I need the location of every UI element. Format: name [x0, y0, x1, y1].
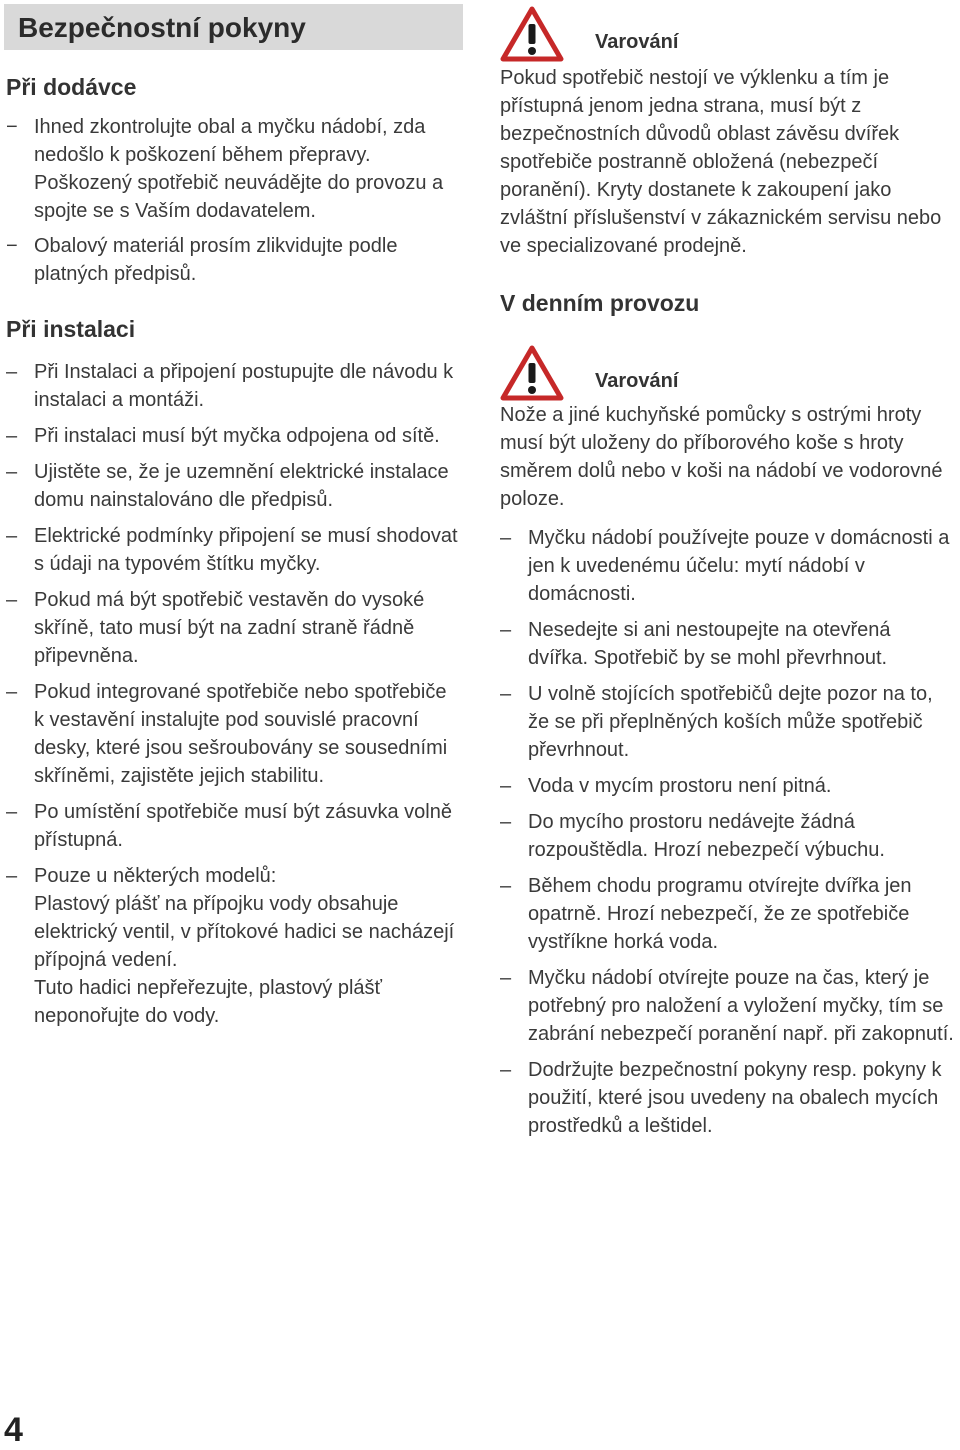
- dash-bullet: –: [500, 683, 512, 705]
- list-item: [6, 522, 461, 578]
- list-item-text: Po umístění spotřebiče musí být zásuvka volně přístupná.: [34, 801, 452, 851]
- list-item-text: Pouze u některých modelů: Plastový plášť na přípojku vody obsahuje elektrický ventil, v přítokové hadici se nacházejí přípojná vedení. Tuto hadici nepřeřezujte, plastový plášť neponořujte do vody.: [34, 865, 455, 1027]
- list-item: [500, 524, 956, 608]
- list-item-text: Obalový materiál prosím zlikvidujte podle platných předpisů.: [34, 235, 398, 285]
- warning-text: Nože a jiné kuchyňské pomůcky s ostrými hroty musí být uloženy do příborového koše s hroty směrem dolů nebo v koši na nádobí ve vodorovné poloze.: [500, 404, 943, 510]
- list-item-text: Nesedejte si ani nestoupejte na otevřená dvířka. Spotřebič by se mohl převrhnout.: [528, 619, 891, 669]
- list-item-text: Voda v mycím prostoru není pitná.: [528, 775, 832, 797]
- dash-bullet: –: [6, 361, 18, 383]
- list-item: [500, 772, 956, 800]
- page-title-bar: [4, 4, 463, 50]
- dash-bullet: –: [500, 1059, 512, 1081]
- list-item-text: U volně stojících spotřebičů dejte pozor na to, že se při přeplněných koších může spotřebič převrhnout.: [528, 683, 933, 761]
- dash-bullet: –: [6, 681, 18, 703]
- list-item-text: Při instalaci musí být myčka odpojena od sítě.: [34, 425, 440, 447]
- list-item: [6, 422, 461, 450]
- dash-bullet: –: [500, 875, 512, 897]
- list-item: [6, 862, 461, 1030]
- left-column: [6, 72, 461, 1038]
- dash-bullet: –: [6, 865, 18, 887]
- list-item: [6, 798, 461, 854]
- list-item: [6, 586, 461, 670]
- installation-list: [6, 358, 461, 1030]
- list-item-text: Během chodu programu otvírejte dvířka jen opatrně. Hrozí nebezpečí, že ze spotřebiče vystříkne horká voda.: [528, 875, 912, 953]
- list-item: [500, 616, 956, 672]
- warning-header: [500, 6, 956, 64]
- dash-bullet: –: [6, 525, 18, 547]
- dash-bullet: −: [6, 235, 18, 257]
- dash-bullet: –: [500, 811, 512, 833]
- list-item: [6, 358, 461, 414]
- daily-list: [500, 524, 956, 1140]
- list-item: [500, 1056, 956, 1140]
- section-heading-daily: V denním provozu: [500, 290, 700, 316]
- list-item-text: Dodržujte bezpečnostní pokyny resp. pokyny k použití, které jsou uvedeny na obalech mycích prostředků a leštidel.: [528, 1059, 942, 1137]
- page-number: 4: [4, 1411, 23, 1449]
- list-item-text: Ujistěte se, že je uzemnění elektrické instalace domu nainstalováno dle předpisů.: [34, 461, 449, 511]
- warning-label: Varování: [595, 31, 679, 53]
- dash-bullet: –: [6, 461, 18, 483]
- list-item: [500, 808, 956, 864]
- list-item-text: Elektrické podmínky připojení se musí shodovat s údaji na typovém štítku myčky.: [34, 525, 458, 575]
- list-item-text: Pokud integrované spotřebiče nebo spotřebiče k vestavění instalujte pod souvislé pracovní desky, které jsou sešroubovány se sousedními skříněmi, zajistěte jejich stabilitu.: [34, 681, 448, 787]
- warning-text: Pokud spotřebič nestojí ve výklenku a tím je přístupná jenom jedna strana, musí být z bezpečnostních důvodů oblast závěsu dvířek spotřebiče postranně obložená (nebezpečí poranění). Kryty dostanete k zakoupení jako zvláštní příslušenství v zákaznickém servisu nebo ve specializované prodejně.: [500, 67, 942, 257]
- dash-bullet: –: [6, 425, 18, 447]
- list-item-text: Myčku nádobí používejte pouze v domácnosti a jen k uvedenému účelu: mytí nádobí v domácnosti.: [528, 527, 950, 605]
- list-item: [500, 964, 956, 1048]
- list-item: [6, 232, 461, 288]
- delivery-list: [6, 113, 461, 288]
- warning-triangle-icon: [500, 345, 564, 401]
- warning-triangle-icon: [500, 6, 564, 62]
- list-item-text: Do mycího prostoru nedávejte žádná rozpouštědla. Hrozí nebezpečí výbuchu.: [528, 811, 885, 861]
- list-item: [6, 113, 461, 225]
- dash-bullet: –: [500, 967, 512, 989]
- list-item: [500, 872, 956, 956]
- dash-bullet: –: [6, 589, 18, 611]
- dash-bullet: –: [6, 801, 18, 823]
- list-item: [500, 680, 956, 764]
- list-item-text: Pokud má být spotřebič vestavěn do vysoké skříně, tato musí být na zadní straně řádně připevněna.: [34, 589, 425, 667]
- dash-bullet: –: [500, 527, 512, 549]
- section-heading-installation: Při instalaci: [6, 316, 136, 342]
- dash-bullet: –: [500, 619, 512, 641]
- right-column: [500, 6, 956, 1148]
- dash-bullet: −: [6, 116, 18, 138]
- list-item: [6, 678, 461, 790]
- section-heading-delivery: Při dodávce: [6, 74, 137, 100]
- warning-label: Varování: [595, 370, 679, 392]
- list-item-text: Ihned zkontrolujte obal a myčku nádobí, zda nedošlo k poškození během přepravy. Poškozený spotřebič neuvádějte do provozu a spojte se s Vaším dodavatelem.: [34, 116, 444, 222]
- list-item-text: Při Instalaci a připojení postupujte dle návodu k instalaci a montáži.: [34, 361, 454, 411]
- list-item: [6, 458, 461, 514]
- page-title: Bezpečnostní pokyny: [18, 12, 306, 43]
- warning-header: [500, 345, 956, 403]
- list-item-text: Myčku nádobí otvírejte pouze na čas, který je potřebný pro naložení a vyložení myčky, tím se zabrání nebezpečí poranění např. při zakopnutí.: [528, 967, 954, 1045]
- dash-bullet: –: [500, 775, 512, 797]
